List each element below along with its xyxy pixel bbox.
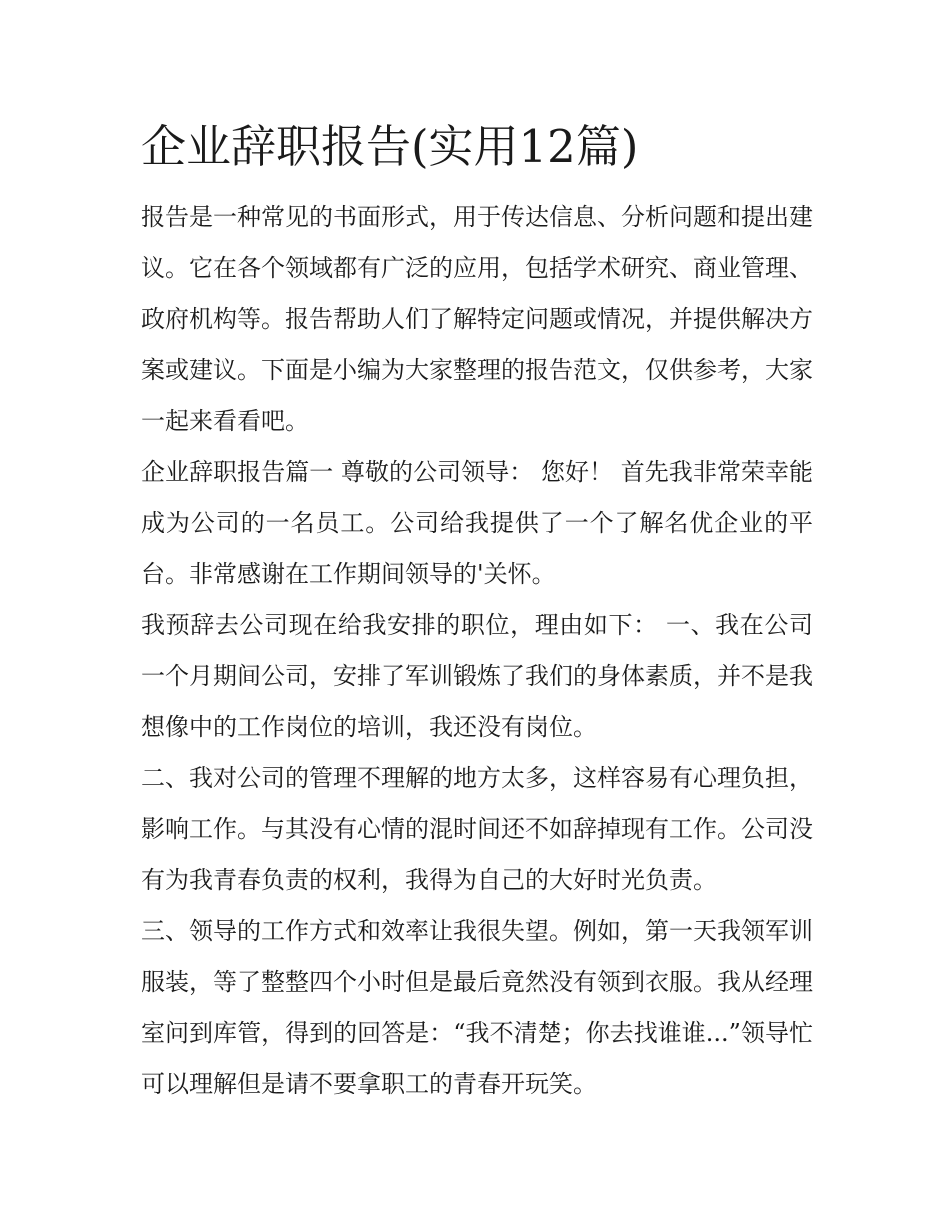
reason-two-paragraph: 二、我对公司的管理不理解的地方太多，这样容易有心理负担，影响工作。与其没有心情的混时间还不如辞掉现有工作。公司没有为我青春负责的权利，我得为自己的大好时光负责。	[141, 764, 813, 894]
reason-three-paragraph: 三、领导的工作方式和效率让我很失望。例如，第一天我领军训服装，等了整整四个小时但是最后竟然没有领到衣服。我从经理室问到库管，得到的回答是：“我不清楚；你去找谁谁...”领导忙可以理解但是请不要拿职工的青春开玩笑。	[141, 917, 813, 1098]
reason-one-paragraph: 我预辞去公司现在给我安排的职位，理由如下： 一、我在公司一个月期间公司，安排了军训锻炼了我们的身体素质，并不是我想像中的工作岗位的培训，我还没有岗位。	[141, 611, 813, 741]
greeting-paragraph: 企业辞职报告篇一 尊敬的公司领导： 您好！ 首先我非常荣幸能成为公司的一名员工。公司给我提供了一个了解名优企业的平台。非常感谢在工作期间领导的'关怀。	[141, 458, 813, 588]
document-title: 企业辞职报告(实用12篇)	[141, 120, 639, 173]
intro-paragraph: 报告是一种常见的书面形式，用于传达信息、分析问题和提出建议。它在各个领域都有广泛的应用，包括学术研究、商业管理、政府机构等。报告帮助人们了解特定问题或情况，并提供解决方案或建议。下面是小编为大家整理的报告范文，仅供参考，大家一起来看看吧。	[141, 203, 813, 435]
document-page	[141, 112, 813, 1110]
